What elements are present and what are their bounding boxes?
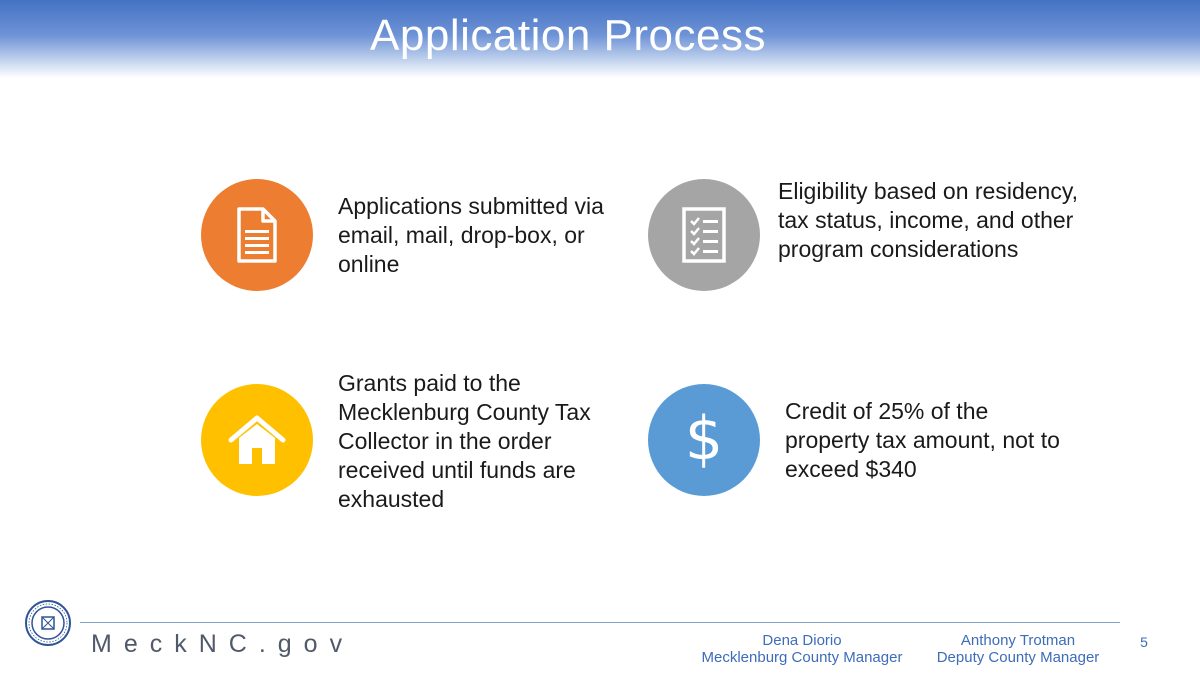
footer-person-manager [690, 632, 914, 666]
slide-title: Application Process [370, 11, 766, 60]
item-text-eligibility: Eligibility based on residency, tax status, income, and other program considerations [778, 178, 1079, 262]
item-text-grants: Grants paid to the Mecklenburg County Tax Collector in the order received until funds are exhausted [338, 370, 591, 512]
item-text-applications: Applications submitted via email, mail, drop-box, or online [338, 193, 604, 277]
footer-divider [80, 622, 1120, 623]
person-role: Deputy County Manager [936, 649, 1100, 666]
county-seal-icon [24, 599, 72, 647]
document-icon [233, 206, 281, 264]
person-name: Dena Diorio [762, 632, 842, 649]
house-icon-circle [201, 384, 313, 496]
house-icon [227, 414, 287, 466]
checklist-icon [681, 206, 727, 264]
document-icon-circle [201, 179, 313, 291]
item-text-credit: Credit of 25% of the property tax amount, not to exceed $340 [785, 398, 1060, 482]
site-url: MeckNC.gov [91, 630, 355, 658]
person-role: Mecklenburg County Manager [701, 649, 903, 666]
dollar-icon-circle [648, 384, 760, 496]
page-number: 5 [1140, 634, 1148, 650]
dollar-icon: $ [684, 404, 724, 474]
person-name: Anthony Trotman [960, 632, 1076, 649]
footer-person-deputy [925, 632, 1111, 666]
checklist-icon-circle [648, 179, 760, 291]
